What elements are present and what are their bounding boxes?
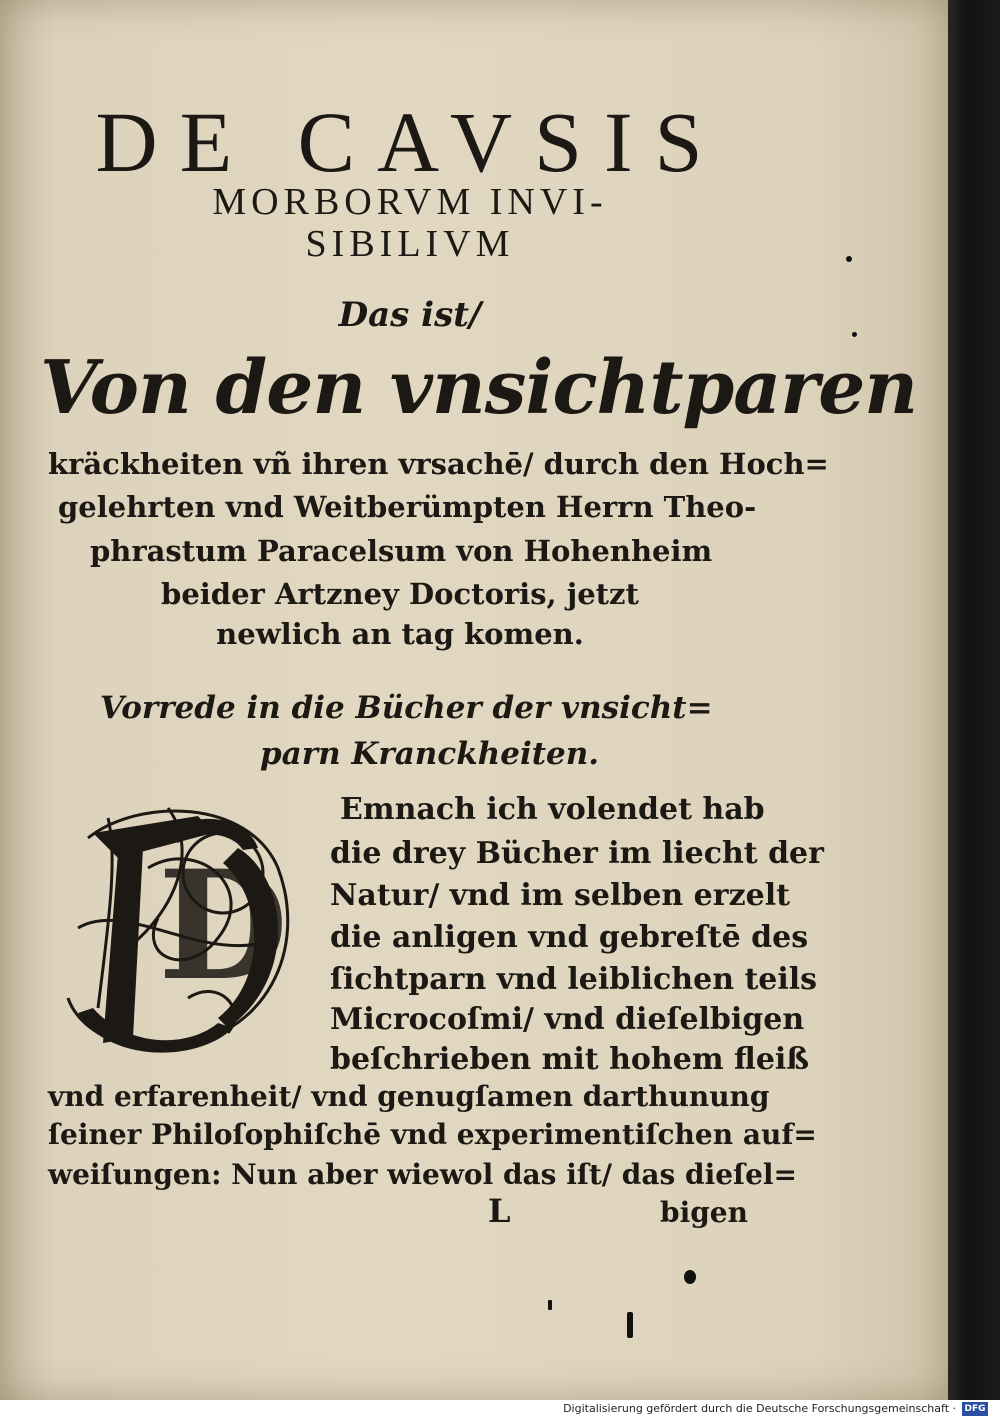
- paper-speck: [684, 1270, 696, 1284]
- catchword: bigen: [660, 1196, 748, 1229]
- preface-heading-line: Vorrede in die Bücher der vnsicht=: [100, 690, 713, 726]
- subtitle-line: gelehrten vnd Weitberümpten Herrn Theo-: [58, 490, 757, 524]
- footer-credit: Digitalisierung gefördert durch die Deutsche Forschungsgemeinschaft ·: [563, 1402, 956, 1415]
- body-line: die drey Bücher im liecht der: [330, 836, 824, 871]
- drop-cap-initial: [48, 778, 318, 1068]
- dfg-logo-icon: DFG: [962, 1402, 988, 1416]
- preface-heading-line: parn Kranckheiten.: [260, 736, 600, 772]
- paper-speck: [852, 332, 857, 337]
- subtitle-line: beider Artzney Doctoris, jetzt: [161, 577, 639, 611]
- subtitle-line: phrastum Paracelsum von Hohenheim: [90, 534, 713, 568]
- body-line: die anligen vnd gebreſtē des: [330, 920, 809, 955]
- body-line: vnd erfarenheit/ vnd genugſamen darthunung: [48, 1080, 770, 1113]
- paper-speck: [548, 1300, 552, 1310]
- body-line: Microcoſmi/ vnd dieſelbigen: [330, 1002, 805, 1037]
- signature-mark: L: [488, 1192, 511, 1230]
- title-main-line: Von den vnsichtparen: [40, 345, 918, 431]
- title-line-3: SIBILIVM: [305, 223, 515, 265]
- subtitle-line: newlich an tag komen.: [216, 617, 584, 651]
- body-line: ſichtparn vnd leiblichen teils: [330, 962, 818, 997]
- title-line-1: DE CAVSIS: [95, 94, 725, 190]
- body-line: beſchrieben mit hohem fleiß: [330, 1042, 810, 1077]
- title-das-ist: Das ist/: [338, 295, 482, 335]
- paper-speck: [627, 1312, 633, 1338]
- drop-cap-ornament-icon: [48, 778, 318, 1068]
- page-edge: [948, 0, 1000, 1400]
- svg-text:D: D: [158, 838, 289, 1014]
- subtitle-line: kräckheiten vñ ihren vrsachē/ durch den Hoch=: [48, 447, 829, 481]
- title-line-2: MORBORVM INVI-: [212, 181, 608, 223]
- body-line: Natur/ vnd im selben erzelt: [330, 878, 790, 913]
- paper-speck: [846, 256, 852, 262]
- body-line: ſeiner Philoſophiſchē vnd experimentiſchen auf=: [48, 1118, 817, 1151]
- body-line: Emnach ich volendet hab: [340, 792, 765, 827]
- body-line: weiſungen: Nun aber wiewol das iſt/ das dieſel=: [48, 1158, 797, 1191]
